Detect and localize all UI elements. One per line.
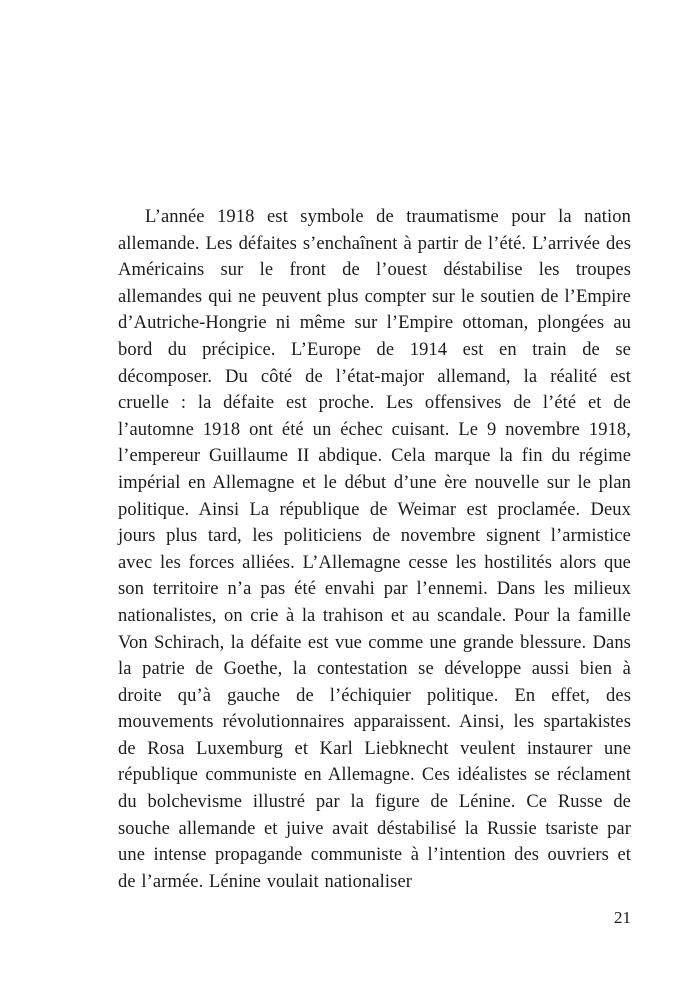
page-number: 21 <box>614 908 631 927</box>
text-block <box>118 204 631 895</box>
body-paragraph: L’année 1918 est symbole de traumatisme pour la nation allemande. Les défaites s’enchaînent à partir de l’été. L’arrivée des Américains sur le front de l’ouest déstabilise les troupes allemandes qui ne peuvent plus compter sur le soutien de l’Empire d’Autriche-Hongrie ni même sur l’Empire ottoman, plongées au bord du précipice. L’Europe de 1914 est en train de se décomposer. Du côté de l’état-major allemand, la réalité est cruelle : la défaite est proche. Les offensives de l’été et de l’automne 1918 ont été un échec cuisant. Le 9 novembre 1918, l’empereur Guillaume II abdique. Cela marque la fin du régime impérial en Allemagne et le début d’une ère nouvelle sur le plan politique. Ainsi La république de Weimar est proclamée. Deux jours plus tard, les politiciens de novembre signent l’armistice avec les forces alliées. L’Allemagne cesse les hostilités alors que son territoire n’a pas été envahi par l’ennemi. Dans les milieux nationalistes, on crie à la trahison et au scandale. Pour la famille Von Schirach, la défaite est vue comme une grande blessure. Dans la patrie de Goethe, la contestation se développe aussi bien à droite qu’à gauche de l’échiquier politique. En effet, des mouvements révolutionnaires apparaissent. Ainsi, les spartakistes de Rosa Luxemburg et Karl Liebknecht veulent instaurer une république communiste en Allemagne. Ces idéalistes se réclament du bolchevisme illustré par la figure de Lénine. Ce Russe de souche allemande et juive avait déstabilisé la Russie tsariste par une intense propagande communiste à l’intention des ouvriers et de l’armée. Lénine voulait nationaliser <box>118 207 631 892</box>
